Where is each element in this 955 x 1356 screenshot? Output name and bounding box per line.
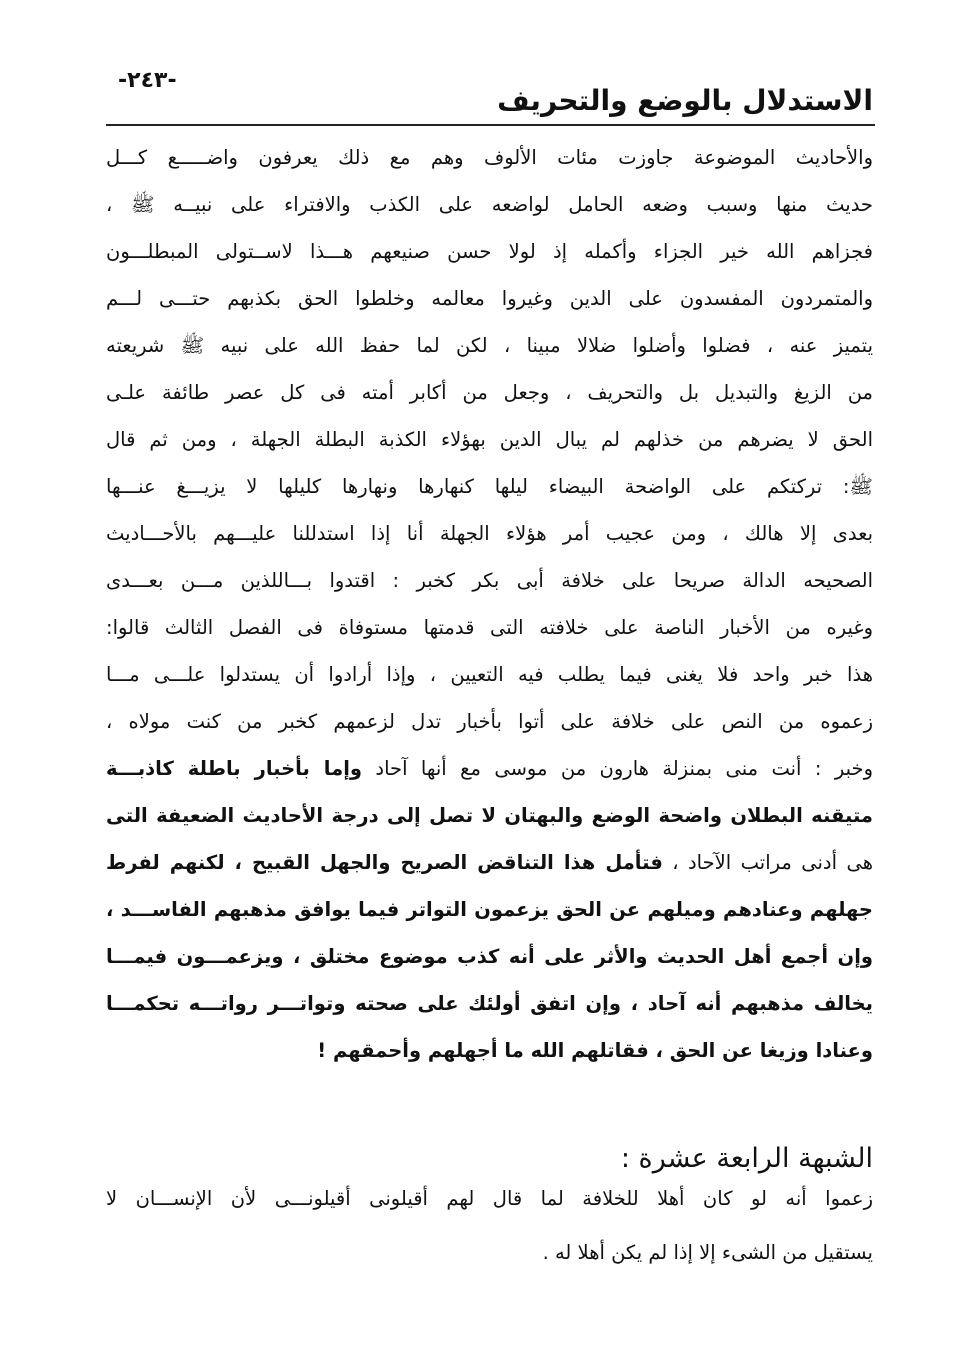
section-text: [106, 1172, 873, 1280]
bold-text-segment: فتأمل هذا التناقض الصريح والجهل القبيح ، لكنهم لفرط: [106, 851, 663, 874]
text-line: ﷺ: تركتكم على الواضحة البيضاء ليلها كنهارها ونهارها كليلها لا يزيـــغ عنـــها: [106, 475, 873, 498]
text-line: الحق لا يضرهم من خذلهم لم يبال الدين بهؤلاء الكذبة البطلة الجهلة ، ومن ثم قال: [106, 428, 873, 451]
page-number: -٢٤٣-: [118, 68, 177, 93]
bold-text-line: متيقنه البطلان واضحة الوضع والبهتان لا تصل إلى درجة الأحاديث الضعيفة التى: [106, 804, 873, 827]
text-line: بعدى إلا هالك ، ومن عجيب أمر هؤلاء الجهلة أنا إذا استدللنا عليـــهم بالأحـــاديث: [106, 522, 873, 545]
text-line: زعموه من النص على خلافة على أتوا بأخبار تدل لزعمهم كخبر من كنت مولاه ،: [106, 710, 873, 733]
plain-text-segment: هى أدنى مراتب الآحاد ،: [662, 851, 873, 874]
section-heading: الشبهة الرابعة عشرة :: [620, 1143, 873, 1174]
bold-text-line: وعنادا وزيغا عن الحق ، فقاتلهم الله ما أجهلهم وأحمقهم !: [317, 1039, 873, 1062]
text-line: والمتمردون المفسدون على الدين وغيروا معالمه وخلطوا الحق بكذبهم حتـــى لـــم: [106, 287, 873, 310]
bold-text-line: جهلهم وعنادهم وميلهم عن الحق يزعمون التواتر فيما يوافق مذهبهم الفاســـد ،: [106, 898, 873, 921]
text-line: هذا خبر واحد فلا يغنى فيما يطلب فيه التعيين ، وإذا أرادوا أن يستدلوا علـــى مـــا: [106, 663, 873, 686]
text-line: يتميز عنه ، فضلوا وأضلوا ضلالا مبينا ، لكن لما حفظ الله على نبيه ﷺ شريعته: [106, 334, 873, 357]
bold-text-line: يخالف مذهبهم أنه آحاد ، وإن اتفق أولئك على صحته وتواتـــر رواتـــه تحكمـــا: [106, 992, 873, 1015]
text-line: زعموا أنه لو كان أهلا للخلافة لما قال لهم أقيلونى أقيلونـــى لأن الإنســـان لا: [106, 1187, 873, 1210]
text-line: يستقيل من الشىء إلا إذا لم يكن أهلا له .: [542, 1241, 873, 1264]
plain-text-segment: وخبر : أنت منى بمنزلة هارون من موسى مع أنها آحاد: [362, 757, 873, 780]
text-line: حديث منها وسبب وضعه الحامل لواضعه على الكذب والافتراء على نبيــه ﷺ ،: [106, 193, 873, 216]
text-line: فجزاهم الله خير الجزاء وأكمله إذ لولا حسن صنيعهم هـــذا لاســتولى المبطلـــون: [106, 240, 873, 263]
bold-text-line: وإن أجمع أهل الحديث والأثر على أنه كذب موضوع مختلق ، ويزعمـــون فيمـــا: [106, 945, 873, 968]
text-line: وغيره من الأخبار الناصة على خلافته التى قدمتها مستوفاة فى الفصل الثالث قالوا:: [106, 616, 873, 639]
text-line: من الزيغ والتبديل بل والتحريف ، وجعل من أكابر أمته فى كل عصر طائفة علـى: [106, 381, 873, 404]
text-line: الصحيحه الدالة صريحا على خلافة أبى بكر كخبر : اقتدوا بـــاللذين مـــن بعـــدى: [106, 569, 873, 592]
text-line: والأحاديث الموضوعة جاوزت مئات الألوف وهم مع ذلك يعرفون واضـــــع كـــل: [106, 146, 873, 169]
bold-text-segment: وإما بأخبار باطلة كاذبـــة: [106, 757, 363, 780]
header-rule: [106, 124, 875, 126]
text-line-mixed: [106, 745, 873, 792]
running-title: الاستدلال بالوضع والتحريف: [497, 84, 873, 117]
main-text: [106, 134, 873, 1074]
text-line-mixed: [106, 839, 873, 886]
